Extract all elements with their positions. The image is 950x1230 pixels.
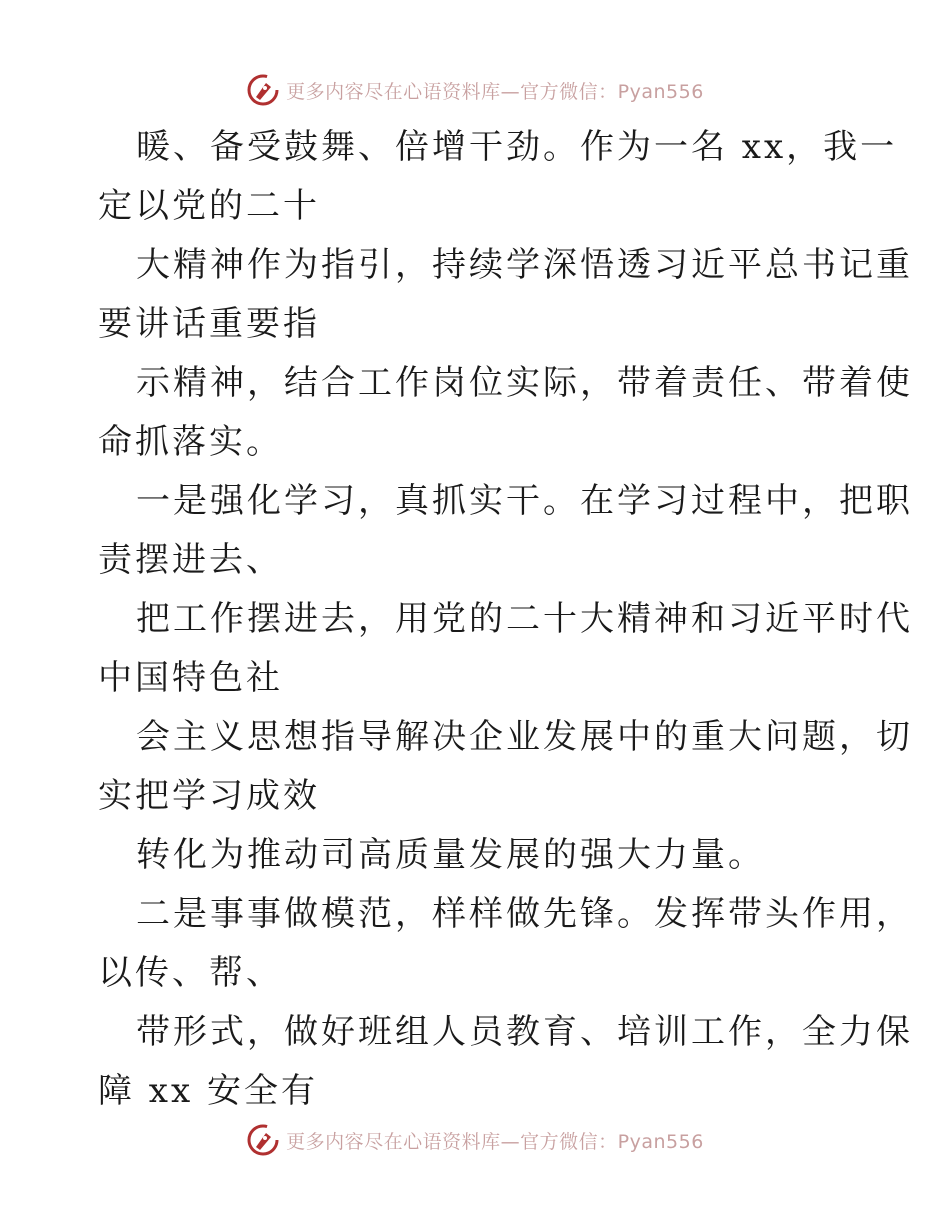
pen-nib-logo-icon: [246, 1123, 280, 1157]
text-line: 中国特色社: [98, 658, 283, 698]
text-line: 示精神，结合工作岗位实际，带着责任、带着使: [136, 363, 913, 403]
text-line: 要讲话重要指: [98, 304, 320, 344]
text-line: 命抓落实。: [98, 422, 283, 462]
text-line: 定以党的二十: [98, 186, 320, 226]
text-line: 障 xx 安全有: [98, 1071, 318, 1111]
header-watermark: [0, 70, 950, 110]
footer-watermark: [0, 1120, 950, 1160]
document-body: [98, 118, 913, 1121]
paragraph: [98, 236, 913, 354]
text-line: 会主义思想指导解决企业发展中的重大问题，切: [136, 717, 913, 757]
text-line: 转化为推动司高质量发展的强大力量。: [136, 835, 765, 875]
text-line: 暖、备受鼓舞、倍增干劲。作为一名 xx，我一: [136, 127, 898, 167]
paragraph: [98, 118, 898, 236]
paragraph: [98, 826, 858, 885]
paragraph: [98, 354, 913, 472]
paragraph: [98, 590, 913, 708]
paragraph: [98, 1003, 913, 1121]
text-line: 一是强化学习，真抓实干。在学习过程中，把职: [136, 481, 913, 521]
pen-nib-logo-icon: [246, 73, 280, 107]
text-line: 大精神作为指引，持续学深悟透习近平总书记重: [136, 245, 913, 285]
text-line: 二是事事做模范，样样做先锋。发挥带头作用，: [136, 894, 913, 934]
text-line: 把工作摆进去，用党的二十大精神和习近平时代: [136, 599, 913, 639]
text-line: 以传、帮、: [98, 953, 283, 993]
text-line: 实把学习成效: [98, 776, 320, 816]
paragraph: [98, 708, 913, 826]
watermark-text: 更多内容尽在心语资料库—官方微信：Pyan556: [286, 1130, 704, 1153]
paragraph: [98, 885, 913, 1003]
text-line: 责摆进去、: [98, 540, 283, 580]
paragraph: [98, 472, 913, 590]
text-line: 带形式，做好班组人员教育、培训工作，全力保: [136, 1012, 913, 1052]
watermark-text: 更多内容尽在心语资料库—官方微信：Pyan556: [286, 80, 704, 103]
